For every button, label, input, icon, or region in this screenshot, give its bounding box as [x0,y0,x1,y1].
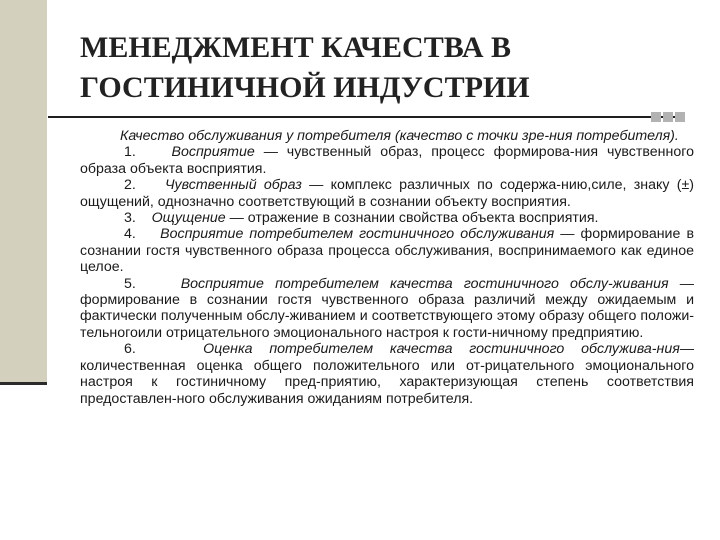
item-definition: — комплекс различных по содержа-нию,силе, знаку (±) ощущений, однозначно соответствующий в сознании объекту восприятия. [80,177,694,210]
slide-title [80,28,680,108]
item-definition: — количественная оценка общего положительного или от-рицательного эмоционального настроя к гостиничному пред-приятию, характеризующая степень соответствия предоставлен-ного обслуживания ожиданиям потребителя. [80,341,694,407]
definition-item-6 [80,341,694,407]
item-definition: — формирование в сознании гостя чувственного образа процесса обслуживания, воспринимаемого как единое целое. [80,226,694,276]
definition-item-1 [80,144,694,177]
item-term: Восприятие [171,144,255,161]
title-underline-rule [48,116,681,118]
item-number: 5. [124,275,136,292]
decorative-square [651,112,661,122]
slide-title-line-2: ГОСТИНИЧНОЙ ИНДУСТРИИ [80,71,530,104]
decorative-square [675,112,685,122]
item-definition: — отражение в сознании свойства объекта восприятия. [225,210,599,227]
item-number: 3. [124,210,136,227]
item-term: Ощущение [151,210,226,227]
definition-item-5 [80,276,694,342]
item-term: Чувственный образ [165,177,302,194]
definition-item-3 [80,210,694,226]
definition-item-2 [80,177,694,210]
side-accent-bar-edge [0,382,47,385]
intro-paragraph [80,128,694,144]
item-term: Оценка потребителем качества гостиничного обслужива-ния [203,341,680,358]
item-number: 4. [124,226,136,243]
side-accent-bar [0,0,47,382]
slide-body-text [80,128,694,407]
item-number: 6. [124,341,136,358]
item-term: Восприятие потребителем гостиничного обслуживания [160,226,555,243]
intro-text: Качество обслуживания у потребителя (качество с точки зре-ния потребителя). [120,128,679,144]
item-number: 2. [124,177,136,194]
item-number: 1. [124,144,136,161]
decorative-square [663,112,673,122]
item-definition: — чувственный образ, процесс формирова-ния чувственного образа объекта восприятия. [80,144,694,177]
definition-item-4 [80,226,694,275]
item-term: Восприятие потребителем качества гостиничного обслу-живания [180,275,669,292]
slide-title-line-1: МЕНЕДЖМЕНТ КАЧЕСТВА В [80,31,512,64]
item-definition: — формирование в сознании гостя чувственного образа различий между ожидаемым и фактически полученным обслу-живанием и соответствующего этому образу общего положи-тельногоили отрицательного эмоционального настроя к гости-ничному предприятию. [80,275,694,341]
